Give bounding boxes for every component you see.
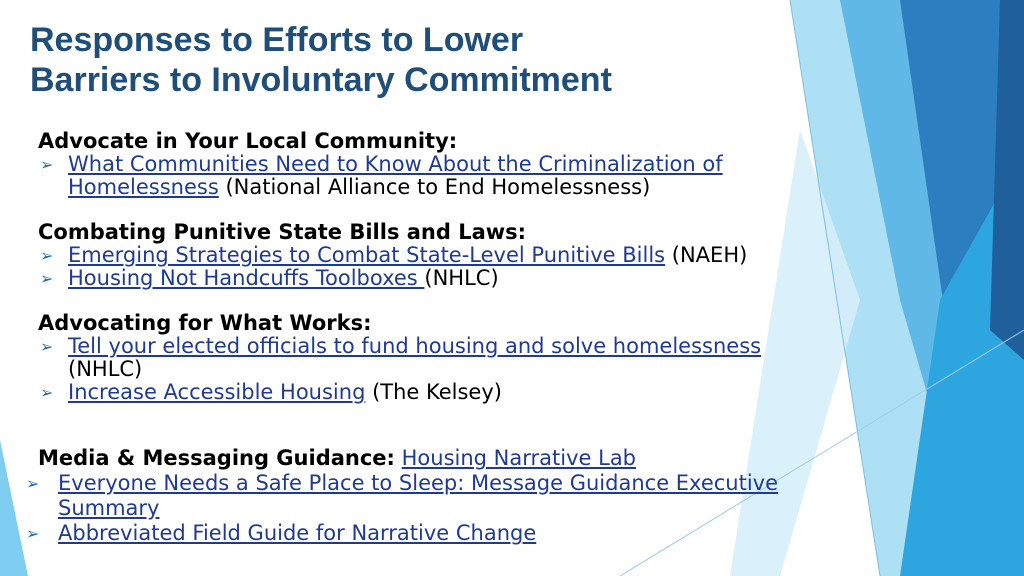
section-punitive-bills: [38, 221, 798, 290]
item-source: (NHLC): [424, 266, 499, 290]
section-heading: Media & Messaging Guidance:: [38, 446, 395, 470]
slide-title: [30, 20, 612, 100]
section-local-community: [38, 130, 798, 199]
list-item: [38, 267, 798, 290]
list-item: [38, 335, 798, 381]
link-housing-narrative-lab[interactable]: Housing Narrative Lab: [401, 446, 637, 470]
section-what-works: [38, 312, 798, 404]
link-message-guidance-summary[interactable]: Everyone Needs a Safe Place to Sleep: Message Guidance Executive Summary: [58, 471, 779, 520]
list-item: [26, 471, 798, 521]
slide-title-line-2: Barriers to Involuntary Commitment: [30, 61, 612, 99]
slide-title-line-1: Responses to Efforts to Lower: [30, 21, 524, 59]
arrowhead-bullet-icon: ➢: [40, 337, 54, 356]
link-housing-not-handcuffs[interactable]: Housing Not Handcuffs Toolboxes: [68, 266, 425, 290]
item-source: (NHLC): [68, 357, 143, 381]
item-source: (NAEH): [665, 243, 748, 267]
link-field-guide-narrative-change[interactable]: Abbreviated Field Guide for Narrative Change: [58, 521, 537, 545]
arrowhead-bullet-icon: ➢: [26, 474, 40, 493]
section-media-messaging: [26, 446, 798, 546]
list-item: [38, 244, 798, 267]
arrowhead-bullet-icon: ➢: [40, 155, 54, 174]
link-emerging-strategies[interactable]: Emerging Strategies to Combat State-Level Punitive Bills: [68, 243, 666, 267]
link-criminalization-of-homelessness[interactable]: What Communities Need to Know About the Criminalization of Homelessness: [68, 152, 723, 199]
slide-body: [38, 130, 798, 426]
link-tell-elected-officials[interactable]: Tell your elected officials to fund housing and solve homelessness: [68, 334, 762, 358]
list-item: [26, 521, 798, 546]
arrowhead-bullet-icon: ➢: [40, 246, 54, 265]
arrowhead-bullet-icon: ➢: [40, 269, 54, 288]
list-item: [38, 153, 798, 199]
section-heading: Advocate in Your Local Community:: [38, 129, 458, 153]
arrowhead-bullet-icon: ➢: [40, 383, 54, 402]
media-heading-row: [38, 446, 798, 471]
arrowhead-bullet-icon: ➢: [26, 524, 40, 543]
link-accessible-housing[interactable]: Increase Accessible Housing: [68, 380, 366, 404]
item-source: (National Alliance to End Homelessness): [218, 175, 651, 199]
section-heading: Combating Punitive State Bills and Laws:: [38, 220, 527, 244]
section-heading: Advocating for What Works:: [38, 311, 372, 335]
left-edge-wedge: [0, 440, 28, 576]
list-item: [38, 381, 798, 404]
item-source: (The Kelsey): [365, 380, 502, 404]
